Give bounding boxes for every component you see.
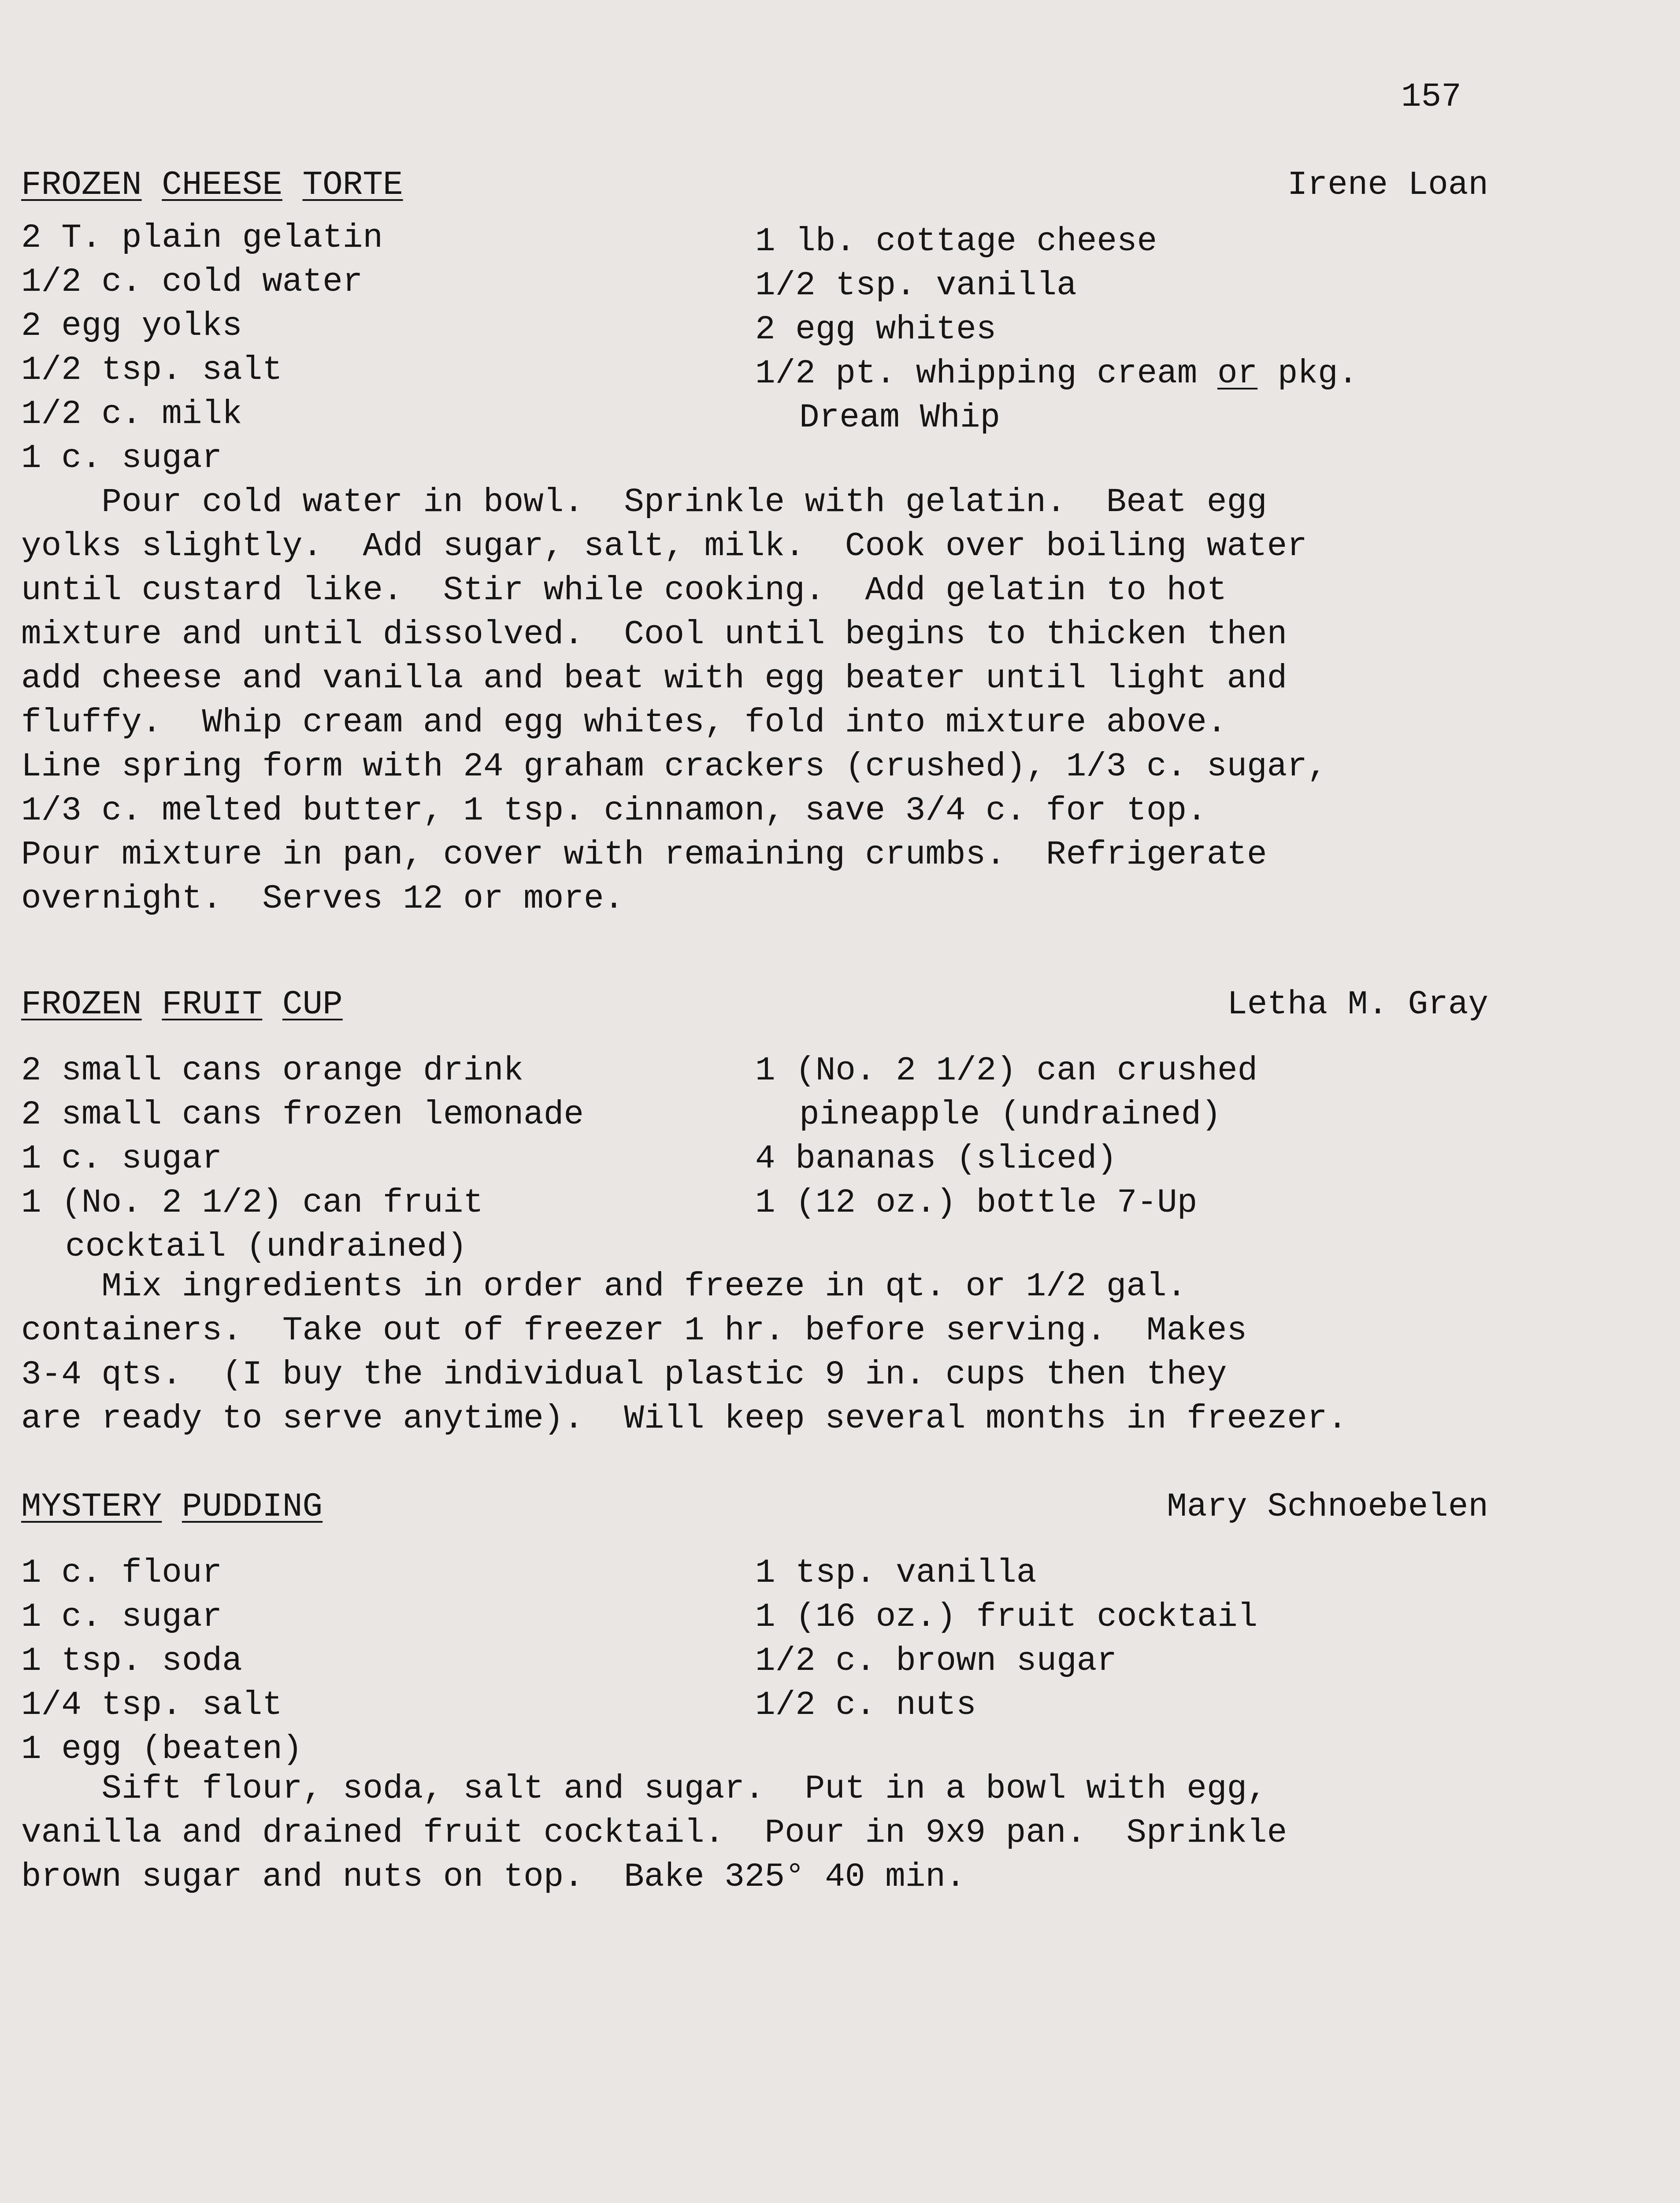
- direction-line: add cheese and vanilla and beat with egg beater until light and: [21, 660, 1287, 697]
- direction-line: fluffy. Whip cream and egg whites, fold into mixture above.: [21, 704, 1227, 742]
- direction-line: Line spring form with 24 graham crackers (crushed), 1/3 c. sugar,: [21, 748, 1328, 786]
- recipe-author: Mary Schnoebelen: [1167, 1488, 1488, 1526]
- direction-line: containers. Take out of freezer 1 hr. before serving. Makes: [21, 1312, 1247, 1350]
- ingredients-right-column: [755, 1049, 1504, 1225]
- direction-line: 1/3 c. melted butter, 1 tsp. cinnamon, save 3/4 c. for top.: [21, 792, 1207, 830]
- ingredients-right-column: [755, 219, 1504, 440]
- ingredient-emphasis: or: [1217, 355, 1258, 393]
- ingredients-right-column: [755, 1551, 1504, 1727]
- ingredient: cocktail (undrained): [65, 1228, 467, 1266]
- page-number: 157: [1401, 78, 1461, 116]
- ingredient: 1/2 tsp. vanilla: [755, 267, 1077, 304]
- ingredient-text: pkg.: [1257, 355, 1358, 393]
- ingredient: Dream Whip: [799, 399, 1001, 437]
- title-word: CHEESE: [162, 166, 282, 204]
- ingredient: 2 small cans orange drink: [21, 1052, 524, 1090]
- ingredient-text: 1/2 pt. whipping cream: [755, 355, 1217, 393]
- ingredient: 2 small cans frozen lemonade: [21, 1096, 584, 1134]
- direction-line: until custard like. Stir while cooking. Add gelatin to hot: [21, 571, 1227, 609]
- recipe-frozen-cheese-torte: [21, 163, 1488, 918]
- ingredient: 2 egg whites: [755, 311, 997, 349]
- ingredients: [21, 1538, 1488, 1767]
- title-word: MYSTERY: [21, 1488, 162, 1526]
- ingredient: 1 (12 oz.) bottle 7-Up: [755, 1184, 1198, 1222]
- title-word: PUDDING: [182, 1488, 323, 1526]
- recipe-header: [21, 1485, 1488, 1529]
- ingredient: pineapple (undrained): [799, 1096, 1221, 1134]
- ingredient: 4 bananas (sliced): [755, 1140, 1117, 1178]
- recipe-mystery-pudding: [21, 1485, 1488, 1896]
- recipe-frozen-fruit-cup: [21, 983, 1488, 1438]
- ingredient: 1 (No. 2 1/2) can fruit: [21, 1184, 483, 1222]
- directions: [21, 1265, 1488, 1441]
- title-word: CUP: [282, 986, 343, 1024]
- direction-line: Pour cold water in bowl. Sprinkle with gelatin. Beat egg: [21, 483, 1267, 521]
- ingredient: 2 egg yolks: [21, 307, 242, 345]
- recipe-author: Irene Loan: [1287, 166, 1488, 204]
- direction-line: Sift flour, soda, salt and sugar. Put in a bowl with egg,: [21, 1770, 1267, 1808]
- direction-line: Mix ingredients in order and freeze in qt. or 1/2 gal.: [21, 1268, 1187, 1305]
- ingredient: [755, 352, 1504, 396]
- ingredient: 1 (16 oz.) fruit cocktail: [755, 1598, 1258, 1636]
- ingredient: 1 tsp. soda: [21, 1642, 242, 1680]
- direction-line: Pour mixture in pan, cover with remaining crumbs. Refrigerate: [21, 836, 1267, 874]
- ingredient: 1/2 c. cold water: [21, 263, 363, 301]
- title-word: TORTE: [302, 166, 403, 204]
- ingredients-left-column: [21, 1551, 726, 1771]
- ingredients: [21, 216, 1488, 489]
- ingredient: 1 c. flour: [21, 1554, 223, 1592]
- direction-line: vanilla and drained fruit cocktail. Pour in 9x9 pan. Sprinkle: [21, 1814, 1287, 1852]
- ingredient: 1 c. sugar: [21, 439, 223, 477]
- ingredient: 2 T. plain gelatin: [21, 219, 383, 257]
- ingredient: 1 egg (beaten): [21, 1730, 303, 1768]
- title-word: FROZEN: [21, 986, 142, 1024]
- ingredient: 1/2 c. nuts: [755, 1686, 976, 1724]
- direction-line: overnight. Serves 12 or more.: [21, 880, 624, 918]
- ingredient: 1/2 c. brown sugar: [755, 1642, 1117, 1680]
- recipe-title: [21, 163, 403, 207]
- recipe-title: [21, 1485, 323, 1529]
- direction-line: 3-4 qts. (I buy the individual plastic 9 in. cups then they: [21, 1356, 1227, 1394]
- title-word: FROZEN: [21, 166, 142, 204]
- direction-line: brown sugar and nuts on top. Bake 325° 40 min.: [21, 1858, 966, 1896]
- recipe-header: [21, 983, 1488, 1027]
- direction-line: are ready to serve anytime). Will keep several months in freezer.: [21, 1400, 1348, 1438]
- title-word: FRUIT: [162, 986, 263, 1024]
- directions: [21, 480, 1488, 921]
- ingredients: [21, 1035, 1488, 1265]
- ingredients-left-column: [21, 216, 726, 480]
- ingredient: 1/2 tsp. salt: [21, 351, 282, 389]
- ingredients-left-column: [21, 1049, 726, 1269]
- ingredient: 1/4 tsp. salt: [21, 1686, 282, 1724]
- ingredient: 1 (No. 2 1/2) can crushed: [755, 1052, 1258, 1090]
- ingredient: 1 lb. cottage cheese: [755, 223, 1157, 260]
- ingredient: 1 tsp. vanilla: [755, 1554, 1037, 1592]
- ingredient: 1 c. sugar: [21, 1140, 223, 1178]
- recipe-author: Letha M. Gray: [1227, 986, 1488, 1024]
- ingredient: 1/2 c. milk: [21, 395, 242, 433]
- direction-line: yolks slightly. Add sugar, salt, milk. Cook over boiling water: [21, 527, 1307, 565]
- ingredient: 1 c. sugar: [21, 1598, 223, 1636]
- directions: [21, 1767, 1488, 1899]
- direction-line: mixture and until dissolved. Cool until begins to thicken then: [21, 616, 1287, 653]
- recipe-header: [21, 163, 1488, 207]
- recipe-title: [21, 983, 343, 1027]
